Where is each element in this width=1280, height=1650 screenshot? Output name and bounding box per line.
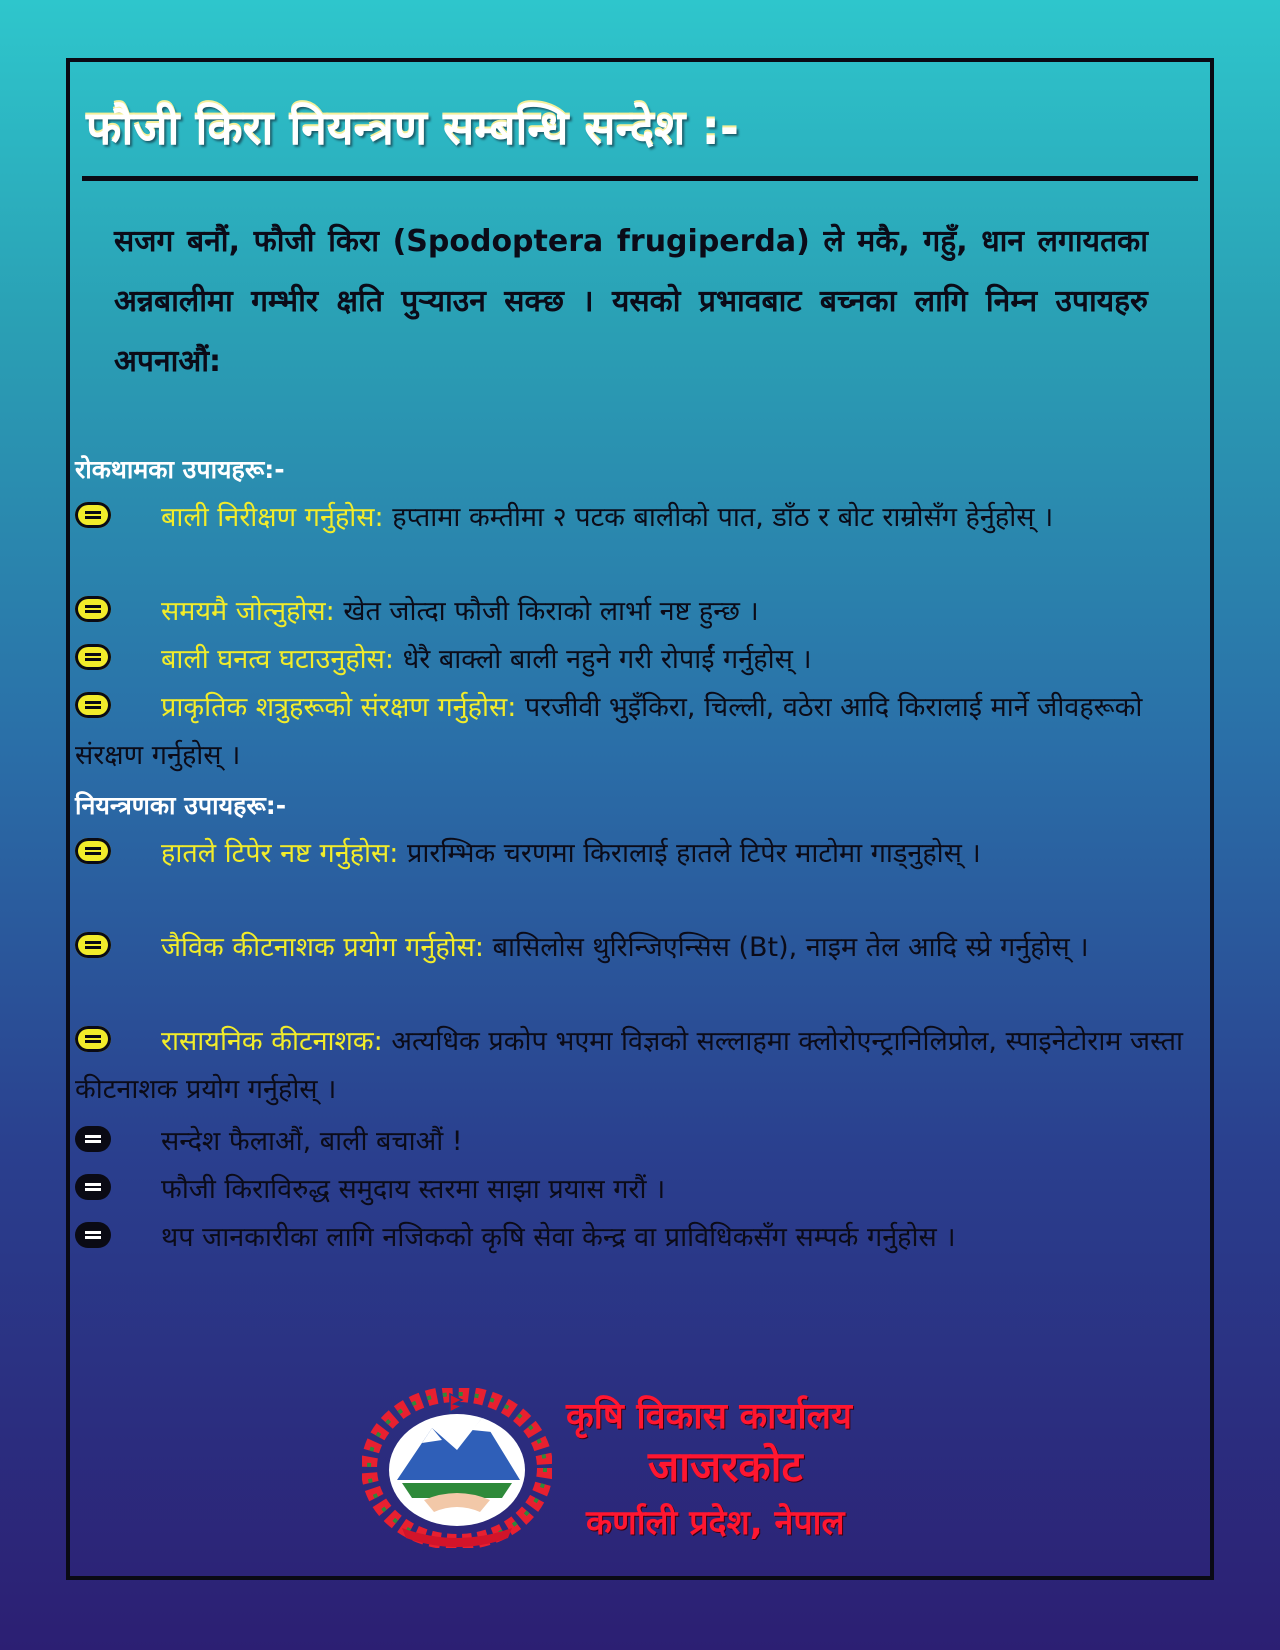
closing-item: [75, 1118, 1200, 1166]
arrow-right-icon: [75, 1026, 111, 1052]
arrow-right-icon: [75, 838, 111, 864]
office-province: कर्णाली प्रदेश, नेपाल: [586, 1503, 845, 1543]
control-item: [75, 830, 1200, 878]
arrow-right-icon: [75, 1222, 111, 1248]
nepal-government-emblem-icon: [362, 1388, 552, 1548]
arrow-right-icon: [75, 502, 111, 528]
item-text: परजीवी भुइँकिरा, चिल्ली, वठेरा आदि किरालाई मार्ने जीवहरूको संरक्षण गर्नुहोस् ।: [75, 692, 1143, 771]
arrow-right-icon: [75, 692, 111, 718]
item-label: बाली घनत्व घटाउनुहोस:: [161, 644, 395, 675]
prevention-item: [75, 636, 1200, 684]
prevention-item: [75, 684, 1200, 780]
item-text: अत्यधिक प्रकोप भएमा विज्ञको सल्लाहमा क्लोरोएन्ट्रानिलिप्रोल, स्पाइनेटोराम जस्ता कीटनाशक प्रयोग गर्नुहोस् ।: [75, 1026, 1183, 1105]
arrow-right-icon: [75, 1126, 111, 1152]
closing-text: सन्देश फैलाऔं, बाली बचाऔं !: [161, 1126, 463, 1157]
office-name: कृषि विकास कार्यालय: [566, 1396, 852, 1437]
control-item: [75, 924, 1200, 972]
item-text: खेत जोत्दा फौजी किराको लार्भा नष्ट हुन्छ ।: [343, 596, 759, 627]
arrow-right-icon: [75, 932, 111, 958]
closing-text: फौजी किराविरुद्ध समुदाय स्तरमा साझा प्रयास गरौं ।: [161, 1174, 666, 1205]
control-heading: नियन्त्रणका उपायहरू:-: [75, 791, 287, 820]
closing-item: [75, 1214, 1200, 1262]
arrow-right-icon: [75, 596, 111, 622]
item-text: धेरै बाक्लो बाली नहुने गरी रोपाईं गर्नुहोस् ।: [402, 644, 812, 675]
prevention-heading: रोकथामका उपायहरू:-: [75, 455, 285, 484]
item-label: रासायनिक कीटनाशक:: [161, 1026, 383, 1057]
office-district: जाजरकोट: [648, 1442, 803, 1491]
prevention-item: [75, 588, 1200, 636]
closing-text: थप जानकारीका लागि नजिकको कृषि सेवा केन्द्र वा प्राविधिकसँग सम्पर्क गर्नुहोस ।: [161, 1222, 956, 1253]
item-text: बासिलोस थुरिन्जिएन्सिस (Bt), नाइम तेल आदि स्प्रे गर्नुहोस् ।: [492, 932, 1089, 963]
arrow-right-icon: [75, 644, 111, 670]
title-divider: [82, 176, 1198, 181]
item-label: समयमै जोत्नुहोस:: [161, 596, 335, 627]
item-label: प्राकृतिक शत्रुहरूको संरक्षण गर्नुहोस:: [161, 692, 517, 723]
poster-title: फौजी किरा नियन्त्रण सम्बन्धि सन्देश :-: [86, 101, 739, 155]
closing-item: [75, 1166, 1200, 1214]
arrow-right-icon: [75, 1174, 111, 1200]
item-label: जैविक कीटनाशक प्रयोग गर्नुहोस:: [161, 932, 485, 963]
control-item: [75, 1018, 1200, 1114]
item-label: हातले टिपेर नष्ट गर्नुहोस:: [161, 838, 399, 869]
intro-paragraph: सजग बनौं, फौजी किरा (Spodoptera frugiperda) ले मकै, गहुँ, धान लगायतका अन्नबालीमा गम्भीर क्षति पुर्‍याउन सक्छ । यसको प्रभावबाट बच्नका लागि निम्न उपायहरु अपनाऔं:: [114, 224, 1148, 379]
item-label: बाली निरीक्षण गर्नुहोस:: [161, 502, 384, 533]
item-text: प्रारम्भिक चरणमा किरालाई हातले टिपेर माटोमा गाड्नुहोस् ।: [406, 838, 981, 869]
prevention-item: [75, 494, 1200, 542]
item-text: हप्तामा कम्तीमा २ पटक बालीको पात, डाँठ र बोट राम्रोसँग हेर्नुहोस् ।: [392, 502, 1054, 533]
